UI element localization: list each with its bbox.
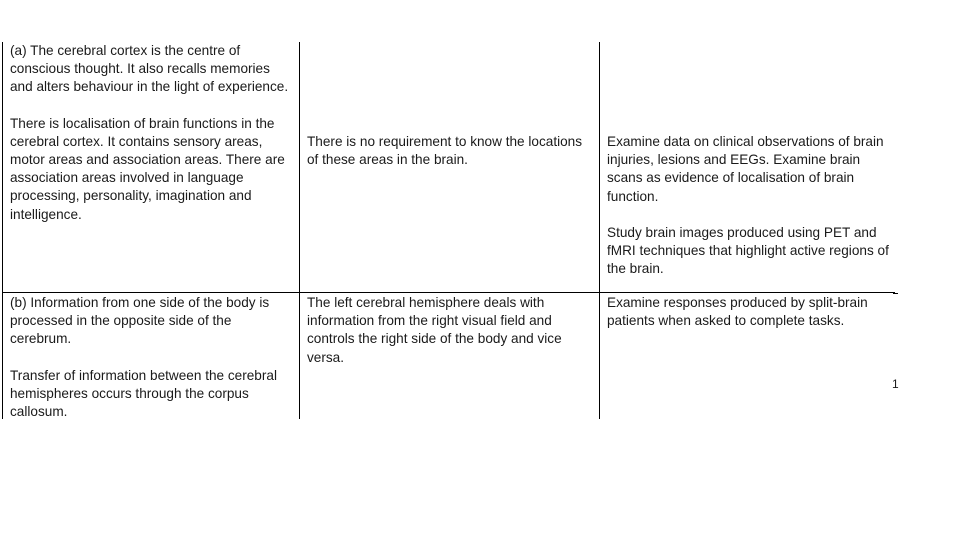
skills-cell [600, 293, 895, 419]
key-area-text: (b) Information from one side of the body is processed in the opposite side of the cerebrum. [10, 295, 270, 347]
stray-mark: 1 [892, 377, 899, 391]
depth-text: The left cerebral hemisphere deals with information from the right visual field and controls the right side of the body and vice versa. [307, 295, 562, 365]
skills-text: Examine data on clinical observations of brain injuries, lesions and EEGs. Examine brain scans as evidence of localisation of brain function. [607, 134, 884, 204]
skills-text: Examine responses produced by split-brain patients when asked to complete tasks. [607, 295, 868, 329]
depth-cell [300, 42, 600, 292]
depth-cell [300, 293, 600, 419]
depth-text: There is no requirement to know the locations of these areas in the brain. [307, 134, 583, 168]
key-area-cell [2, 42, 300, 292]
key-area-text: There is localisation of brain functions in the cerebral cortex. It contains sensory areas, motor areas and association areas. There are association areas involved in language processing, personality, imagination and intelligence. [10, 115, 285, 222]
key-area-text: Transfer of information between the cerebral hemispheres occurs through the corpus callosum. [10, 367, 277, 419]
table-row-b [2, 293, 895, 419]
content-table [2, 42, 895, 419]
skills-cell [600, 42, 895, 292]
key-area-cell [2, 293, 300, 419]
key-area-text: (a) The cerebral cortex is the centre of conscious thought. It also recalls memories and alters behaviour in the light of experience. [10, 43, 289, 95]
skills-text: Study brain images produced using PET and fMRI techniques that highlight active regions of the brain. [607, 224, 889, 277]
table-row-a [2, 42, 895, 293]
border-tick [893, 293, 898, 294]
